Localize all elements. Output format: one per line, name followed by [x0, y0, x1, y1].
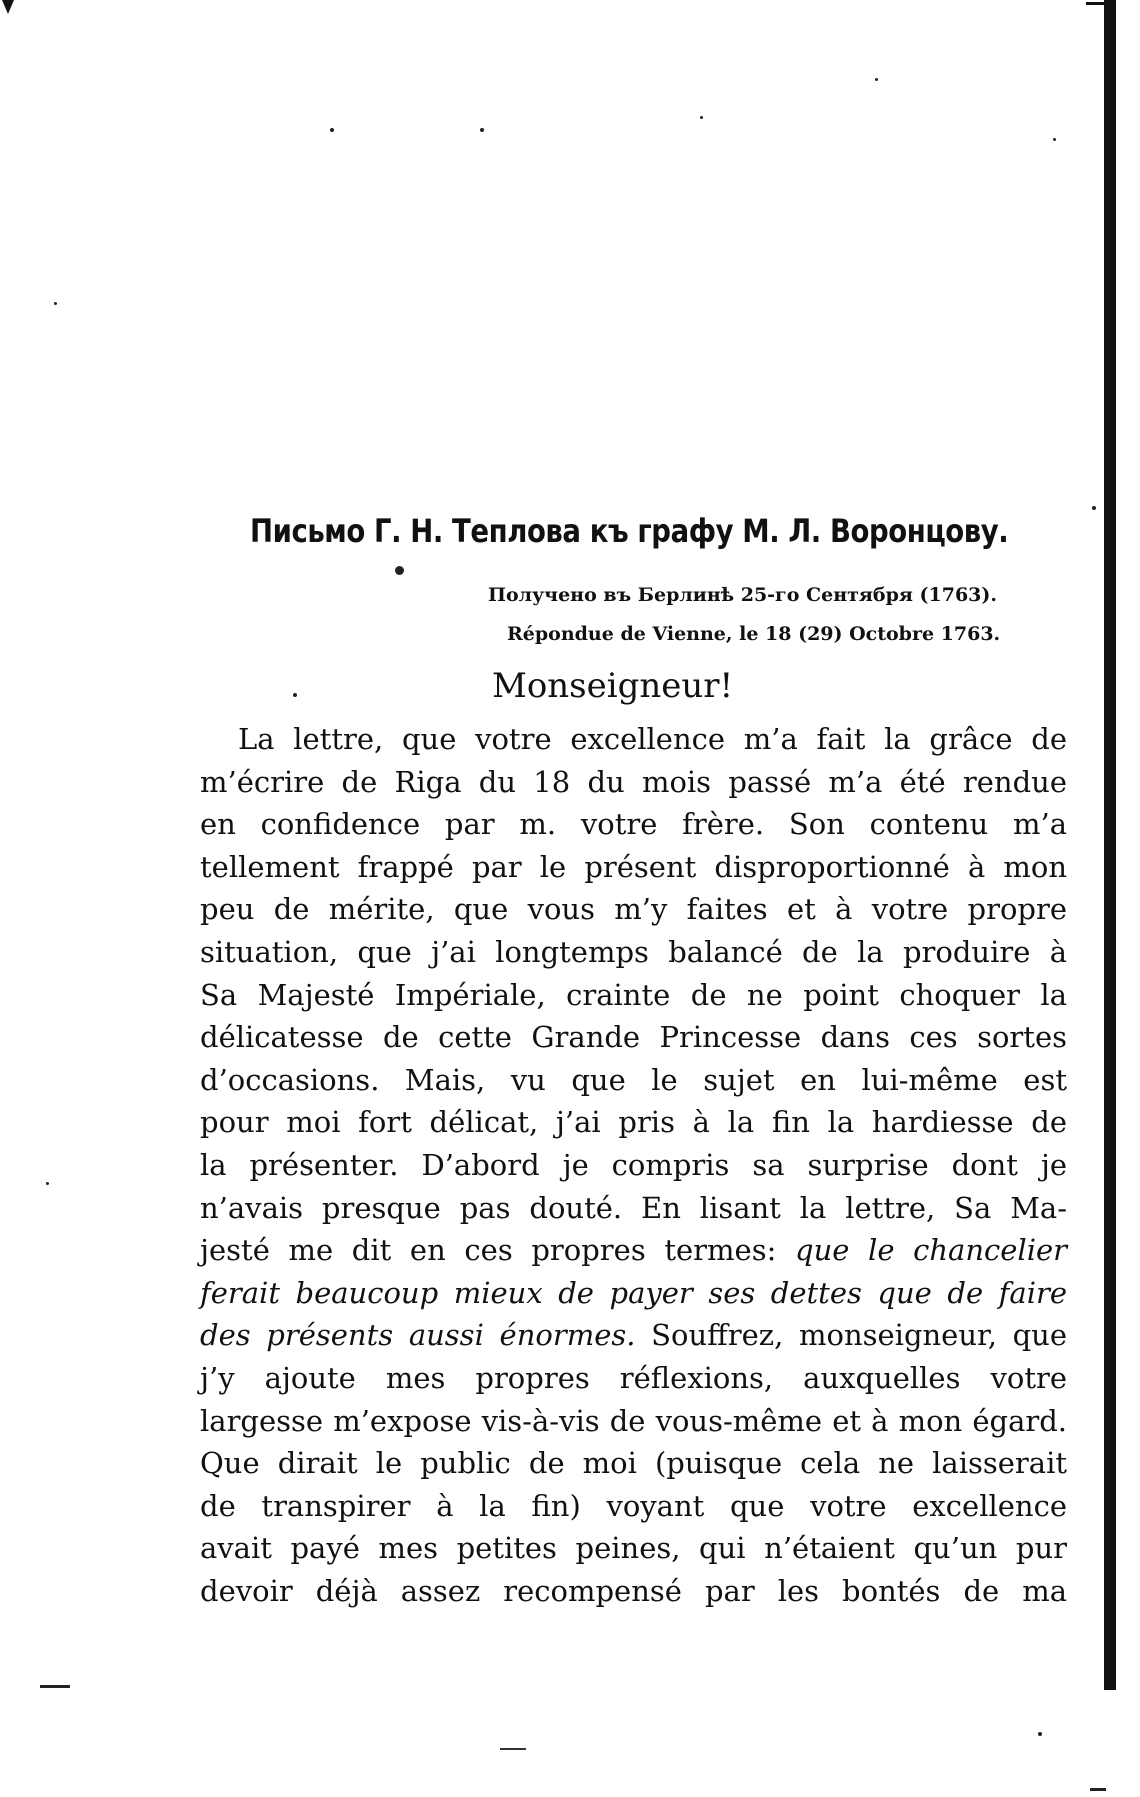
italic-quote: que le chancelier — [795, 1233, 1067, 1268]
received-note: Получено въ Берлинѣ 25-го Сентября (1763). — [488, 584, 998, 606]
scan-speck — [1038, 1732, 1042, 1736]
body-line: tellement frappé par le présent disproportionné à mon — [200, 849, 1067, 884]
salutation: Monseigneur! — [492, 666, 734, 706]
body-line-part: Souffrez, monseigneur, que — [651, 1318, 1068, 1353]
body-line: m’écrire de Riga du 18 du mois passé m’a été rendue — [200, 764, 1067, 799]
scan-dash-mark — [1090, 1788, 1106, 1791]
body-line: Que dirait le public de moi (puisque cela ne laisserait — [200, 1446, 1067, 1481]
scan-speck — [480, 128, 484, 132]
scan-speck — [293, 693, 297, 697]
scan-corner-mark-right — [1086, 2, 1106, 5]
body-line: Sa Majesté Impériale, crainte de ne point choquer la — [200, 977, 1067, 1012]
scan-speck — [46, 1182, 49, 1185]
body-line: en confidence par m. votre frère. Son contenu m’a — [200, 807, 1067, 842]
reply-note: Répondue de Vienne, le 18 (29) Octobre 1763. — [507, 623, 1001, 645]
body-line: situation, que j’ai longtemps balancé de la produire à — [200, 934, 1067, 969]
scan-corner-mark — [2, 0, 14, 14]
body-line: largesse m’expose vis-à-vis de vous-même et à mon égard. — [200, 1403, 1067, 1438]
body-line: d’occasions. Mais, vu que le sujet en lui-même est — [200, 1062, 1067, 1097]
body-line: peu de mérite, que vous m’y faites et à votre propre — [200, 892, 1067, 927]
italic-quote: ferait beaucoup mieux de payer ses dettes que de faire — [200, 1275, 1067, 1310]
scan-speck — [395, 566, 404, 575]
body-line: La lettre, que votre excellence m’a fait la grâce de — [238, 722, 1067, 756]
scan-edge-border — [1104, 0, 1116, 1690]
scan-speck — [54, 302, 57, 305]
letter-heading: Письмо Г. Н. Теплова къ графу М. Л. Воронцову. — [250, 512, 1009, 550]
body-line: pour moi fort délicat, j’ai pris à la fin la hardiesse de — [200, 1105, 1067, 1140]
scan-speck — [330, 128, 334, 132]
body-line: de transpirer à la fin) voyant que votre excellence — [200, 1488, 1067, 1523]
scan-speck — [875, 78, 878, 81]
body-line: n’avais presque pas douté. En lisant la lettre, Sa Ma- — [200, 1190, 1067, 1225]
italic-quote: des présents aussi énormes. — [200, 1318, 636, 1353]
scan-speck — [1092, 506, 1096, 510]
letter-body — [200, 718, 1067, 1612]
body-line: avait payé mes petites peines, qui n’étaient qu’un pur — [200, 1531, 1067, 1566]
body-line-part: jesté me dit en ces propres termes: — [200, 1233, 777, 1268]
scan-speck — [1053, 138, 1056, 141]
body-line-italic — [200, 1272, 1067, 1315]
scan-dash-mark — [40, 1685, 70, 1688]
body-line-with-quote — [200, 1229, 1067, 1272]
scan-dash-mark — [500, 1748, 526, 1750]
body-line: délicatesse de cette Grande Princesse dans ces sortes — [200, 1020, 1067, 1055]
body-line: la présenter. D’abord je compris sa surprise dont je — [200, 1147, 1067, 1182]
body-line-with-quote — [200, 1314, 1067, 1357]
body-line: j’y ajoute mes propres réflexions, auxquelles votre — [200, 1360, 1067, 1395]
body-line: devoir déjà assez recompensé par les bontés de ma — [200, 1573, 1067, 1608]
scan-speck — [700, 116, 703, 119]
